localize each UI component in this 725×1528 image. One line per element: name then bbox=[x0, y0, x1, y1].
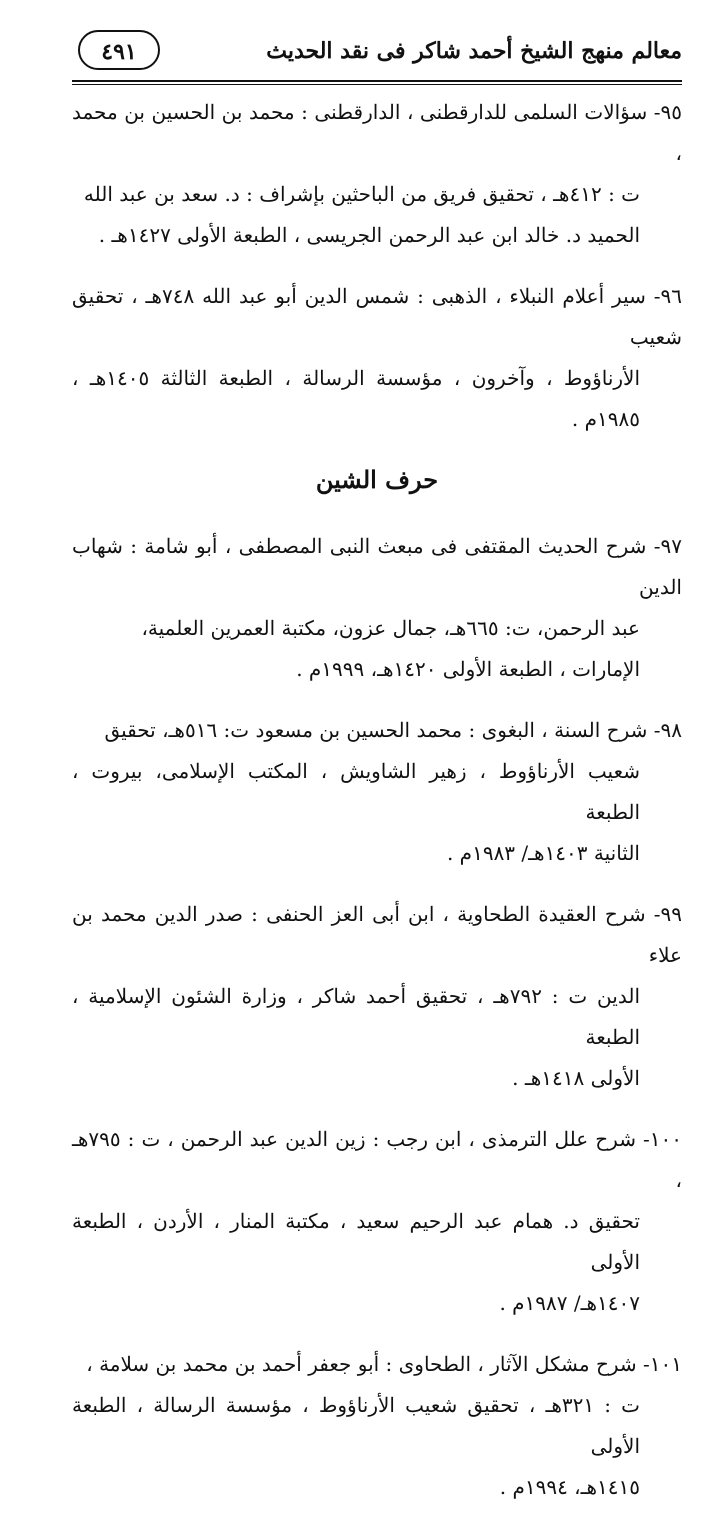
bibliography-entry-100 bbox=[72, 1119, 682, 1324]
bibliography-entry-95 bbox=[72, 92, 682, 256]
entry-line: ت : ٤١٢هـ ، تحقيق فريق من الباحثين بإشراف : د. سعد بن عبد الله bbox=[83, 182, 640, 206]
bibliography-entry-98 bbox=[72, 710, 682, 874]
entry-line: الحميد د. خالد ابن عبد الرحمن الجريسى ، الطبعة الأولى ١٤٢٧هـ . bbox=[98, 223, 640, 247]
entry-line: عبد الرحمن، ت: ٦٦٥هـ، جمال عزون، مكتبة العمرين العلمية، bbox=[141, 616, 640, 640]
header-rule-thin bbox=[72, 84, 682, 85]
entry-line: ٩٥- سؤالات السلمى للدارقطنى ، الدارقطنى : محمد بن الحسين بن محمد ، bbox=[72, 100, 682, 165]
entry-line: ١٤٠٧هـ/ ١٩٨٧م . bbox=[499, 1291, 640, 1315]
entry-line: الثانية ١٤٠٣هـ/ ١٩٨٣م . bbox=[446, 841, 640, 865]
bibliography-entry-99 bbox=[72, 894, 682, 1099]
running-title: معالم منهج الشيخ أحمد شاكر فى نقد الحديث bbox=[266, 38, 682, 64]
bibliography-list bbox=[72, 92, 682, 1528]
page-number: ٤٩١ bbox=[78, 30, 160, 70]
bibliography-entry-96 bbox=[72, 276, 682, 440]
entry-line: الإمارات ، الطبعة الأولى ١٤٢٠هـ، ١٩٩٩م . bbox=[296, 657, 640, 681]
entry-line: ٩٨- شرح السنة ، البغوى : محمد الحسين بن مسعود ت: ٥١٦هـ، تحقيق bbox=[104, 718, 682, 742]
entry-line: الأولى ١٤١٨هـ . bbox=[512, 1066, 640, 1090]
running-header bbox=[72, 28, 682, 80]
entry-line: ١٠٠- شرح علل الترمذى ، ابن رجب : زين الدين عبد الرحمن ، ت : ٧٩٥هـ ، bbox=[72, 1127, 682, 1192]
bibliography-entry-97 bbox=[72, 526, 682, 690]
entry-line: ٩٧- شرح الحديث المقتفى فى مبعث النبى المصطفى ، أبو شامة : شهاب الدين bbox=[72, 534, 682, 599]
entry-line: ت : ٣٢١هـ ، تحقيق شعيب الأرناؤوط ، مؤسسة الرسالة ، الطبعة الأولى bbox=[72, 1393, 641, 1458]
entry-line: ٩٦- سير أعلام النبلاء ، الذهبى : شمس الدين أبو عبد الله ٧٤٨هـ ، تحقيق شعيب bbox=[72, 284, 683, 349]
section-heading: حرف الشين bbox=[315, 465, 439, 494]
entry-line: ١٠١- شرح مشكل الآثار ، الطحاوى : أبو جعفر أحمد بن محمد بن سلامة ، bbox=[86, 1352, 682, 1376]
entry-line: تحقيق د. همام عبد الرحيم سعيد ، مكتبة المنار ، الأردن ، الطبعة الأولى bbox=[72, 1209, 640, 1274]
bibliography-entry-101 bbox=[72, 1344, 682, 1508]
entry-line: الأرناؤوط ، وآخرون ، مؤسسة الرسالة ، الطبعة الثالثة ١٤٠٥هـ ، ١٩٨٥م . bbox=[72, 366, 641, 431]
entry-line: ١٤١٥هـ، ١٩٩٤م . bbox=[499, 1475, 640, 1499]
entry-line: ٩٩- شرح العقيدة الطحاوية ، ابن أبى العز الحنفى : صدر الدين محمد بن علاء bbox=[72, 902, 682, 967]
entry-line: الدين ت : ٧٩٢هـ ، تحقيق أحمد شاكر ، وزارة الشئون الإسلامية ، الطبعة bbox=[72, 984, 640, 1049]
header-rule bbox=[72, 80, 682, 82]
entry-line: شعيب الأرناؤوط ، زهير الشاويش ، المكتب الإسلامى، بيروت ، الطبعة bbox=[72, 759, 640, 824]
